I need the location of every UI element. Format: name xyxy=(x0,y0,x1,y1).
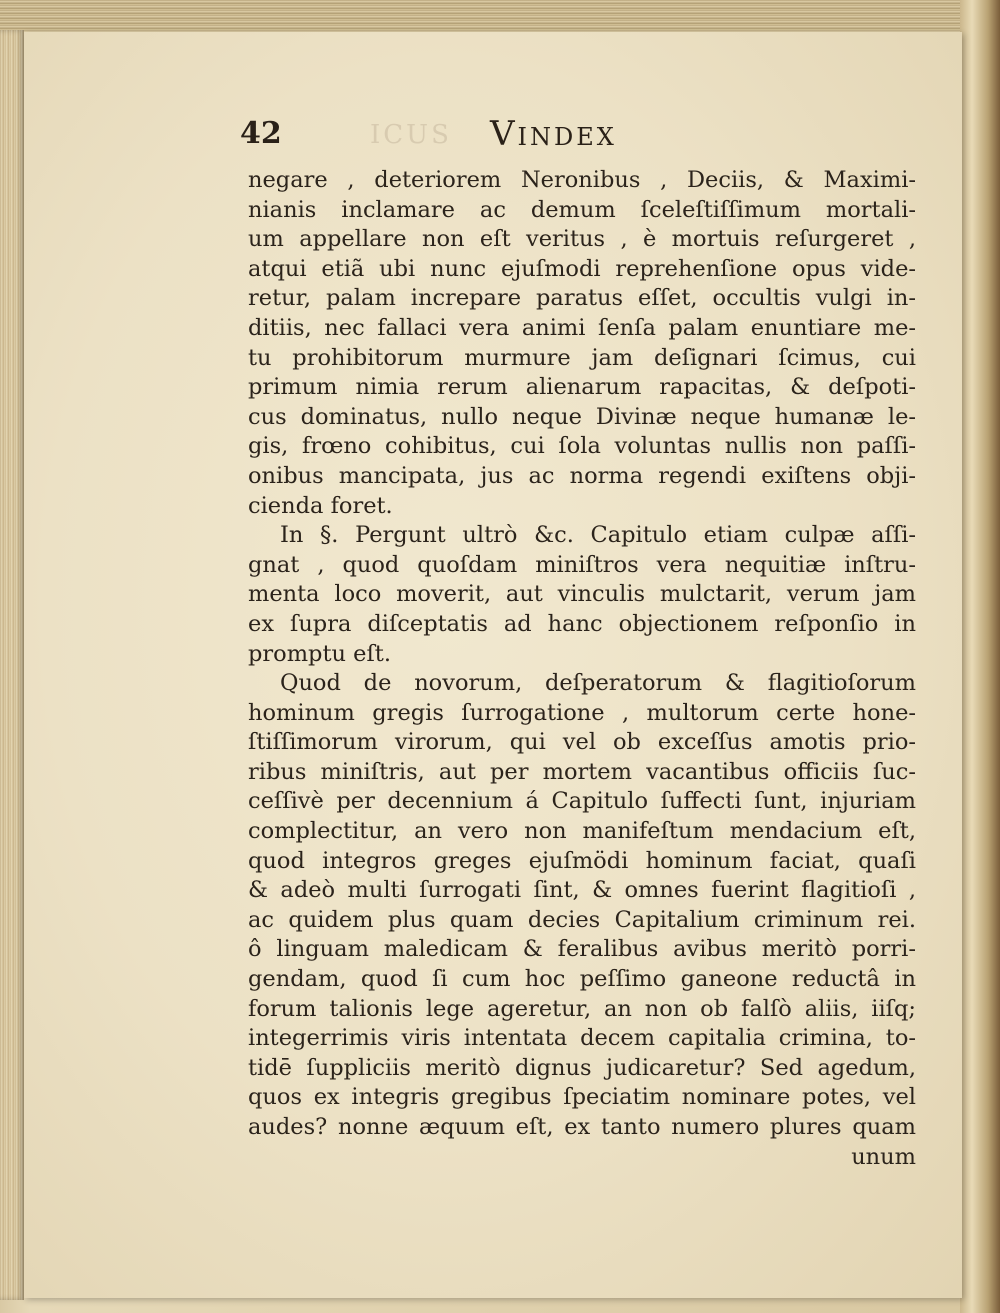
text-line: integerrimis viris intentata decem capitalia crimina, to- xyxy=(248,1025,916,1052)
text-line: audes? nonne æquum eſt, ex tanto numero plures quam xyxy=(248,1114,916,1140)
text-line: menta loco moverit, aut vinculis mulctarit, verum jam xyxy=(248,581,916,608)
text-line: gendam, quod ſi cum hoc peſſimo ganeone reductâ in xyxy=(248,966,916,993)
page-number: 42 xyxy=(240,116,282,151)
text-line: um appellare non eſt veritus , è mortuis reſurgeret , xyxy=(248,226,916,253)
text-line: & adeò multi ſurrogati ſint, & omnes fuerint flagitioſi , xyxy=(248,877,916,904)
body-text xyxy=(248,166,916,1172)
text-line: ribus miniſtris, aut per mortem vacantibus officiis ſuc- xyxy=(248,758,916,785)
text-line: ſtiſſimorum virorum, qui vel ob exceſſus amotis prio- xyxy=(248,729,916,756)
text-line: gnat , quod quoſdam miniſtros vera nequitiæ inſtru- xyxy=(248,551,916,578)
show-through-text: ICUS xyxy=(370,120,452,150)
text-line: forum talionis lege ageretur, an non ob falſò aliis, iiſq; xyxy=(248,995,916,1022)
running-head: Vindex xyxy=(490,114,617,154)
text-line: tidē ſuppliciis meritò dignus judicaretur? Sed agedum, xyxy=(248,1054,916,1081)
text-line: quod integros greges ejuſmödi hominum faciat, quaſi xyxy=(248,847,916,874)
text-line: ditiis, nec fallaci vera animi ſenſa palam enuntiare me- xyxy=(248,314,916,341)
text-line: cienda foret. xyxy=(248,492,393,519)
text-line: negare , deteriorem Neronibus , Deciis, & Maximi- xyxy=(248,167,916,193)
text-line: atqui etiã ubi nunc ejuſmodi reprehenſione opus vide- xyxy=(248,255,916,282)
text-line: quos ex integris gregibus ſpeciatim nominare potes, vel xyxy=(248,1084,916,1111)
text-line: complectitur, an vero non manifeſtum mendacium eſt, xyxy=(248,818,916,845)
text-line: ceſſivè per decennium á Capitulo ſuffecti ſunt, injuriam xyxy=(248,788,916,815)
text-line: nianis inclamare ac demum ſceleſtiſſimum mortali- xyxy=(248,196,916,223)
text-line: promptu eſt. xyxy=(248,640,391,667)
top-page-edges xyxy=(0,0,1000,34)
catchword: unum xyxy=(851,1143,916,1170)
text-line: ac quidem plus quam decies Capitalium criminum rei. xyxy=(248,906,916,933)
text-line: ô linguam maledicam & feralibus avibus meritò porri- xyxy=(248,936,916,963)
text-line: hominum gregis ſurrogatione , multorum certe hone- xyxy=(248,699,916,726)
text-line: retur, palam increpare paratus eſſet, occultis vulgi in- xyxy=(248,285,916,312)
text-line: ex ſupra diſceptatis ad hanc objectionem reſponſio in xyxy=(248,610,916,637)
paragraph-start-line: In §. Pergunt ultrò &c. Capitulo etiam culpæ aſſi- xyxy=(280,522,916,549)
text-line: primum nimia rerum alienarum rapacitas, & deſpoti- xyxy=(248,374,916,401)
text-line: tu prohibitorum murmure jam deſignari ſcimus, cui xyxy=(248,344,916,371)
right-binding-edge xyxy=(960,0,1000,1313)
paragraph-start-line: Quod de novorum, deſperatorum & flagitioſorum xyxy=(280,670,916,697)
text-line: cus dominatus, nullo neque Divinæ neque humanæ le- xyxy=(248,403,916,430)
text-line: gis, frœno cohibitus, cui ſola voluntas nullis non paſſi- xyxy=(248,433,916,460)
left-page-edges xyxy=(0,30,24,1300)
text-line: onibus mancipata, jus ac norma regendi exiſtens obji- xyxy=(248,462,916,489)
